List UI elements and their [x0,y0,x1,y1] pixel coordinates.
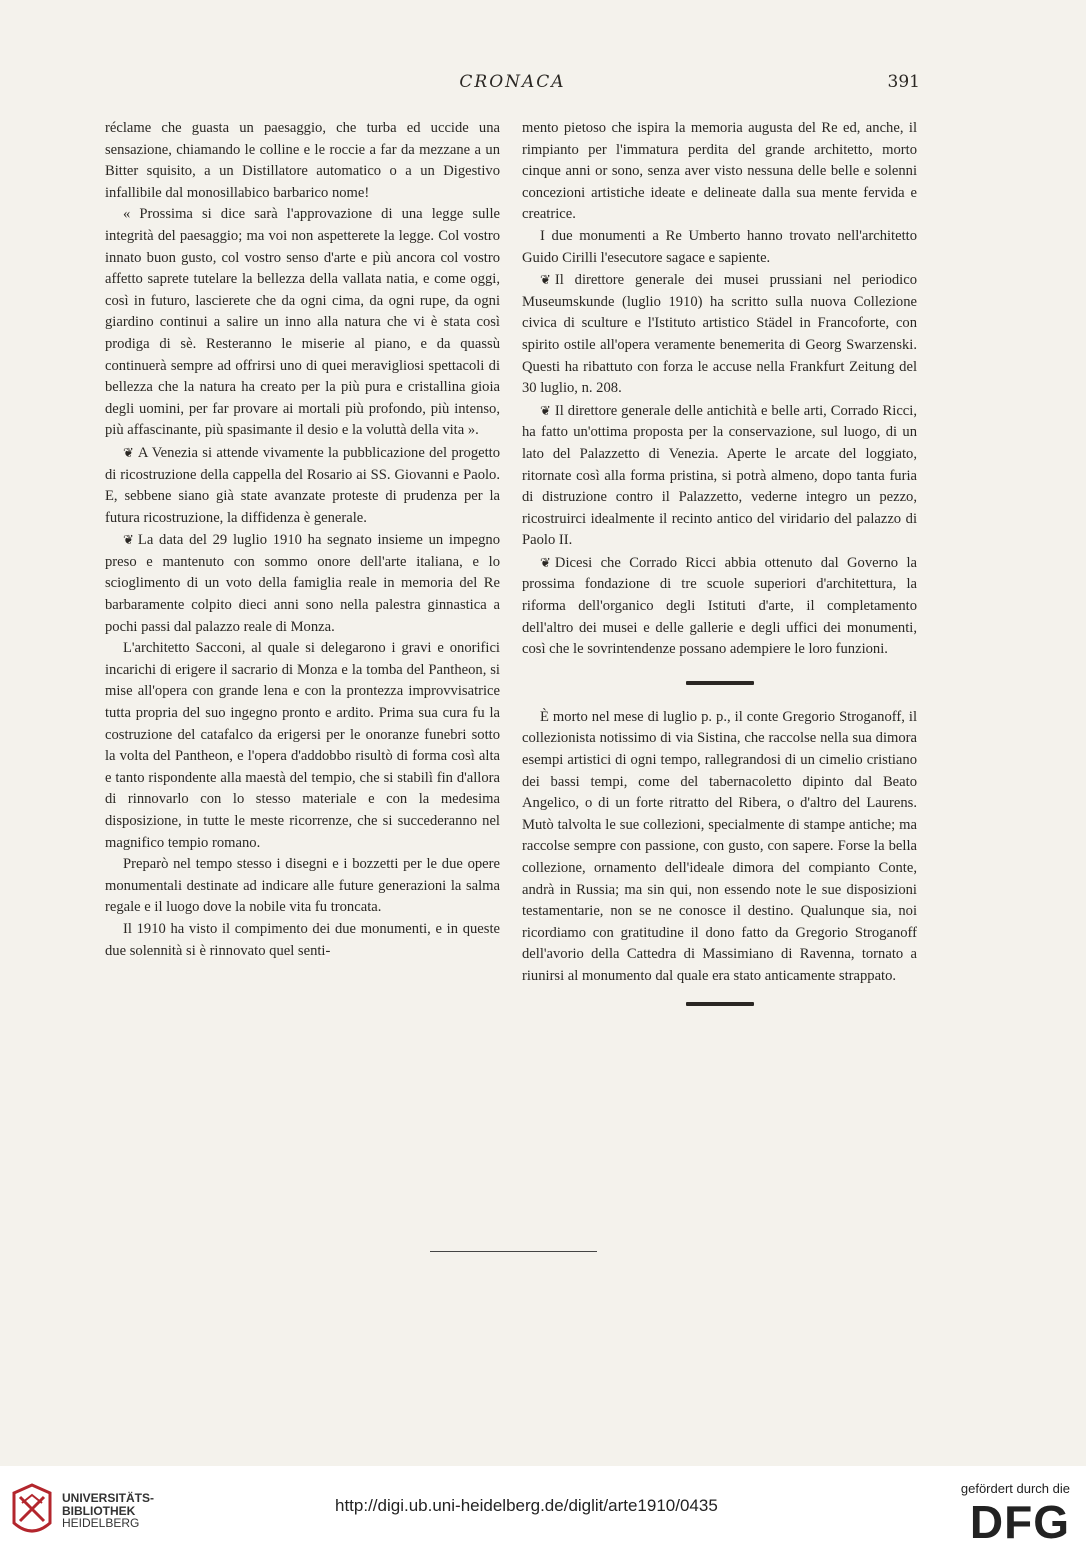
fleuron-icon: ❦ [540,402,551,418]
section-separator [686,1002,754,1006]
paragraph: mento pietoso che ispira la memoria augusta del Re ed, anche, il rimpianto per l'immatura perdita del grande architetto, morto cinque anni or sono, senza aver visto nessuna delle belle e solenni concezioni artistiche ideate e delineate dalla sua mente fervida e creatrice. [522,120,917,223]
library-name-line: BIBLIOTHEK [62,1503,136,1518]
paragraph-news-item [522,269,917,400]
funded-by-label: gefördert durch die [960,1481,1070,1496]
fleuron-icon: ❦ [540,554,551,570]
left-column [105,118,500,962]
end-rule [430,1251,597,1252]
paragraph: Preparò nel tempo stesso i disegni e i bozzetti per le due opere monumentali destinate ad indicare alle future generazioni la salma regale e il luogo dove la nobile vita fu troncata. [105,856,500,916]
page-number: 391 [887,72,920,92]
paragraph: I due monumenti a Re Umberto hanno trovato nell'architetto Guido Cirilli l'esecutore sagace e sapiente. [522,227,917,266]
paragraph: Il 1910 ha visto il compimento dei due monumenti, e in queste due solennità si è rinnovato quel senti- [105,920,500,959]
paragraph-text: La data del 29 luglio 1910 ha segnato insieme un impegno preso e mantenuto con sommo onore dell'arte italiana, e lo scioglimento di un voto della famiglia reale in memoria del Re barbaramente colpito dieci anni sono nella palestra ginnastica a pochi passi dal palazzo reale di Monza. [105,532,500,635]
dfg-logo: DFG [969,1496,1070,1548]
paragraph-news-item [105,529,500,638]
paragraph-text: Il direttore generale delle antichità e belle arti, Corrado Ricci, ha fatto un'ottima proposta per la conservazione, sul luogo, di un lato del Palazzetto di Venezia. Aperte le arcate del loggiato, ritornate così alla forma pristina, si potrà almeno, dopo tanta furia di distruzione contro il Palazzetto, vederne integro un pezzo, ricostruirci idealmente il recinto antico del viridario del palazzo di Paolo II. [522,402,917,549]
fleuron-icon: ❦ [123,444,134,460]
page-header [105,70,920,100]
paragraph: L'architetto Sacconi, al quale si delegarono i gravi e onorifici incarichi di erigere il sacrario di Monza e la tomba del Pantheon, si mise all'opera con grande lena e con la prontezza improvvisatrice tutta propria del suo ingegno pronto e ardito. Prima sua cura fu la costruzione del catafalco da erigersi per le onoranze funebri sotto la volta del Pantheon, e l'opera d'addobbo risultò di forma così alta e tanto rispondente alla maestà del tempio, che si stabilì fin d'allora di rinnovarlo con lo stesso materiale e con la medesima disposizione, in tutte le meste ricorrenze, che si succederanno nel magnifico tempio romano. [105,640,500,851]
paragraph: « Prossima si dice sarà l'approvazione di una legge sulle integrità del paesaggio; ma voi non aspetterete la legge. Col vostro innato buon gusto, col vostro senso d'arte e più ancora col vostro affetto saprete tutelare la bellezza della vallata natia, e come oggi, così in futuro, lascierete che da ogni cima, da ogni rupe, da ogni giardino continui a salire un inno alla natura che vi è stata così prodiga di sè. Resteranno le miserie al piano, e da quassù continuerà sempre ad offrirsi uno di quei meravigliosi spettacoli di bellezza che la natura ha creato per la più pura e cristallina gioia degli uomini, per far provare ai mortali più profondo, più intenso, più affascinante, più spasimante il desio e la voluttà della vita ». [105,206,500,439]
fleuron-icon: ❦ [123,532,134,548]
library-name [62,1492,154,1530]
paragraph-news-item [105,442,500,529]
paragraph-text: A Venezia si attende vivamente la pubblicazione del progetto di ricostruzione della cappella del Rosario ai SS. Giovanni e Paolo. E, sebbene siano già state avanzate proteste di prudenza per la futura ricostruzione, la diffidenza è generale. [105,444,500,526]
university-library-logo [10,1481,54,1541]
fleuron-icon: ❦ [540,272,551,288]
library-name-line: HEIDELBERG [62,1516,140,1530]
paragraph-text: Dicesi che Corrado Ricci abbia ottenuto dal Governo la prossima fondazione di tre scuole superiori d'architettura, la riforma dell'organico degli Istituti d'arte, il completamento dell'altro dei musei e delle gallerie e degli uffici dei monumenti, così che le sovrintendenze possano adempiere le loro funzioni. [522,554,917,658]
paragraph: réclame che guasta un paesaggio, che turba ed uccide una sensazione, chiamando le colline e le roccie a far da mezzane a un Bitter squisito, a un Distillatore automatico o a un Digestivo infallibile dal monosillabico barbarico nome! [105,120,500,201]
running-head: CRONACA [459,72,566,92]
paragraph-news-item [522,400,917,552]
paragraph-text: Il direttore generale dei musei prussiani nel periodico Museumskunde (luglio 1910) ha scritto sulla nuova Collezione civica di sculture e l'Istituto artistico Städel in Francoforte, con spirito ostile all'opera veramente benemerita di Georg Swarzenski. Questi ha ribattuto con forza le accuse nella Frankfurt Zeitung del 30 luglio, n. 208. [522,272,917,397]
section-separator [686,681,754,685]
library-name-line: UNIVERSITÄTS- [62,1491,155,1505]
paragraph: È morto nel mese di luglio p. p., il conte Gregorio Stroganoff, il collezionista notissimo di via Sistina, che raccolse nella sua dimora esempi artistici di ogni tempo, rallegrandosi di un cimelio cristiano dei bassi tempi, come del tabernacoletto dipinto dal Beato Angelico, o di un forte ritratto del Ribera, o d'altro del Laurens. Mutò talvolta le sue collezioni, specialmente di stampe antiche; ma raccolse sempre con passione, con gusto, con sapere. Forse la bella collezione, ornamento dell'ideale dimora del compianto Conte, andrà in Russia; ma sin qui, non essendo note le sue disposizioni testamentarie, non se ne conosce il destino. Qualunque sia, noi ricordiamo con gratitudine il dono fatto da Gregorio Stroganoff dell'avorio della Cattedra di Massimiano di Ravenna, tornato a riunirsi al monumento dal quale era stato anticamente strappato. [522,708,917,984]
permalink-url[interactable]: http://digi.ub.uni-heidelberg.de/diglit/arte1910/0435 [335,1496,718,1515]
footer [0,1466,1086,1551]
right-column [522,118,917,1028]
paragraph-news-item [522,552,917,661]
